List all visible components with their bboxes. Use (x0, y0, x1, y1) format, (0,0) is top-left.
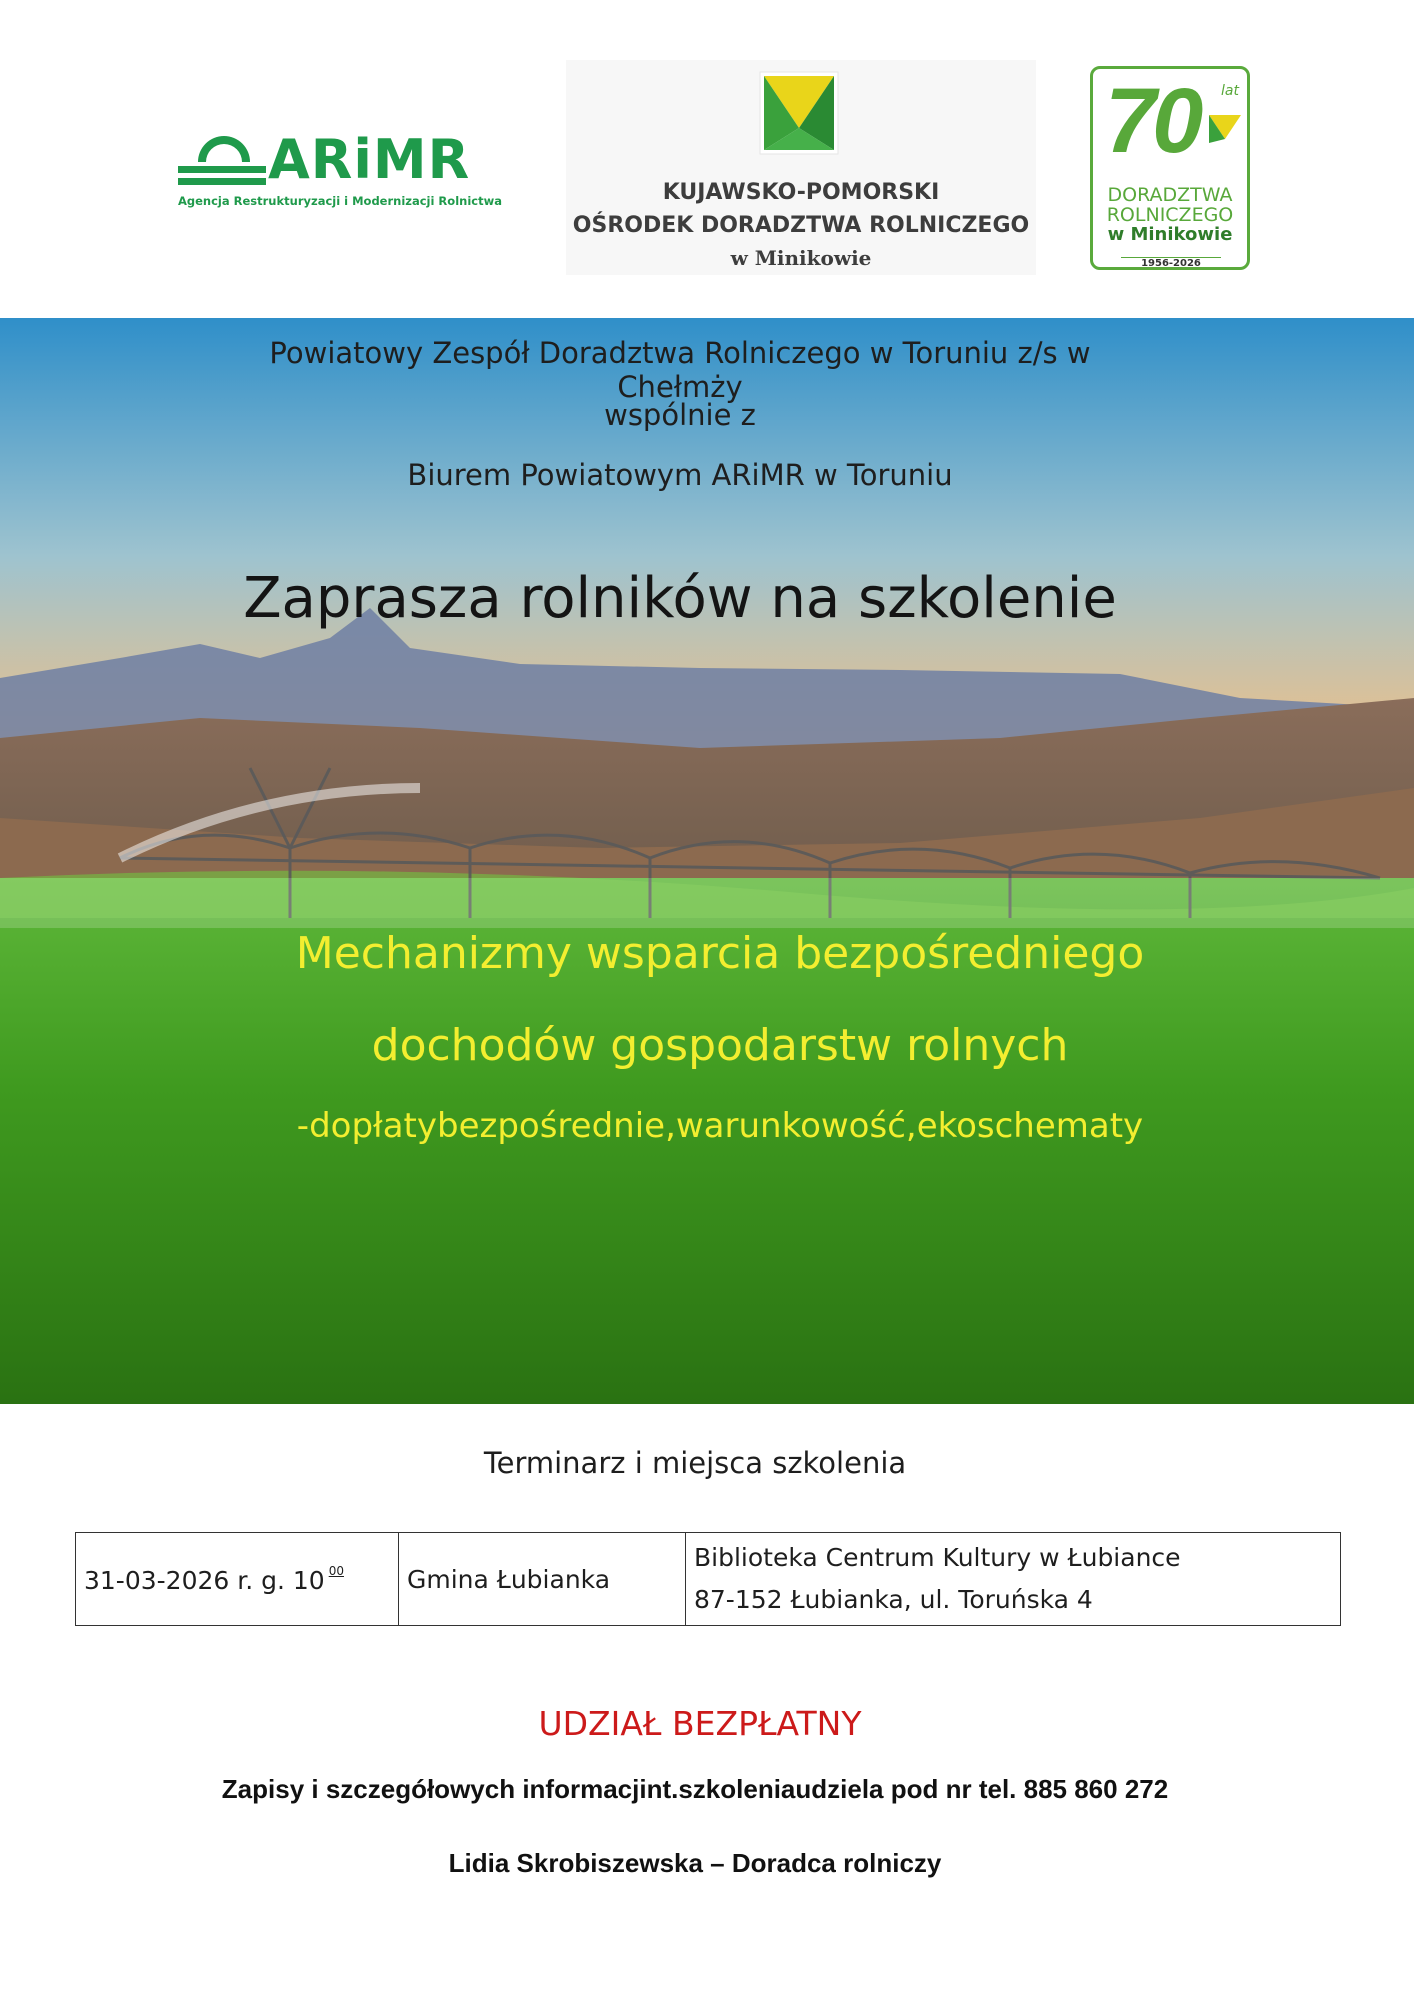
arimr-logo (178, 128, 502, 218)
schedule-heading: Terminarz i miejsca szkolenia (483, 1446, 907, 1480)
badge-emblem-icon (1205, 109, 1245, 149)
anniversary-line1: DORADZTWA (1107, 184, 1233, 206)
time-minutes: 00 (328, 1563, 344, 1578)
invitation-title: Zaprasza rolników na szkolenie (243, 566, 1117, 631)
venue-name: Biblioteka Centrum Kultury w Łubiance (694, 1543, 1181, 1572)
organizer-line2: wspólnie z (604, 398, 756, 432)
anniversary-number: 70 (1105, 70, 1200, 172)
logo-row (0, 0, 1414, 310)
signup-info: Zapisy i szczegółowych informacjint.szkoleniaudziela pod nr tel. 885 860 272 (221, 1774, 1169, 1804)
venue-cell (686, 1533, 1341, 1626)
date-cell (76, 1533, 399, 1626)
arimr-wordmark: ARiMR (268, 128, 471, 191)
kpodr-name-line3: w Minikowie (730, 246, 872, 270)
table-row (76, 1533, 1341, 1626)
organizer-line3: Biurem Powiatowym ARiMR w Toruniu (407, 458, 953, 492)
municipality-cell: Gmina Łubianka (399, 1533, 686, 1626)
contact-person: Lidia Skrobiszewska – Doradca rolniczy (448, 1848, 942, 1878)
kpodr-name-line1: KUJAWSKO-POMORSKI (662, 180, 940, 205)
anniversary-suffix: lat (1221, 83, 1239, 99)
venue-address: 87-152 Łubianka, ul. Toruńska 4 (694, 1585, 1093, 1614)
anniversary-line3: w Minikowie (1107, 224, 1233, 245)
schedule-table (75, 1532, 1341, 1626)
anniversary-badge (1090, 66, 1250, 270)
kpodr-logo (566, 60, 1036, 275)
arimr-emblem-icon (178, 128, 268, 190)
kpodr-emblem-icon (754, 68, 844, 158)
date-time: 31-03-2026 r. g. 10 (84, 1565, 325, 1595)
kpodr-name-line2: OŚRODEK DORADZTWA ROLNICZEGO (572, 213, 1030, 238)
anniversary-years: 1956-2026 (1121, 257, 1221, 269)
topic-line2: dochodów gospodarstw rolnych (371, 1020, 1069, 1071)
topic-line3: -dopłatybezpośrednie,warunkowość,ekoschematy (296, 1106, 1144, 1146)
arimr-subtitle: Agencja Restrukturyzacji i Modernizacji Rolnictwa (178, 194, 502, 208)
topic-line1: Mechanizmy wsparcia bezpośredniego (295, 928, 1145, 979)
anniversary-line2: ROLNICZEGO (1106, 204, 1234, 226)
organizer-line1: Powiatowy Zespół Doradztwa Rolniczego w Toruniu z/s w Chełmży (269, 336, 1091, 404)
hero-banner (0, 318, 1414, 1404)
free-entry-notice: UDZIAŁ BEZPŁATNY (538, 1704, 862, 1743)
